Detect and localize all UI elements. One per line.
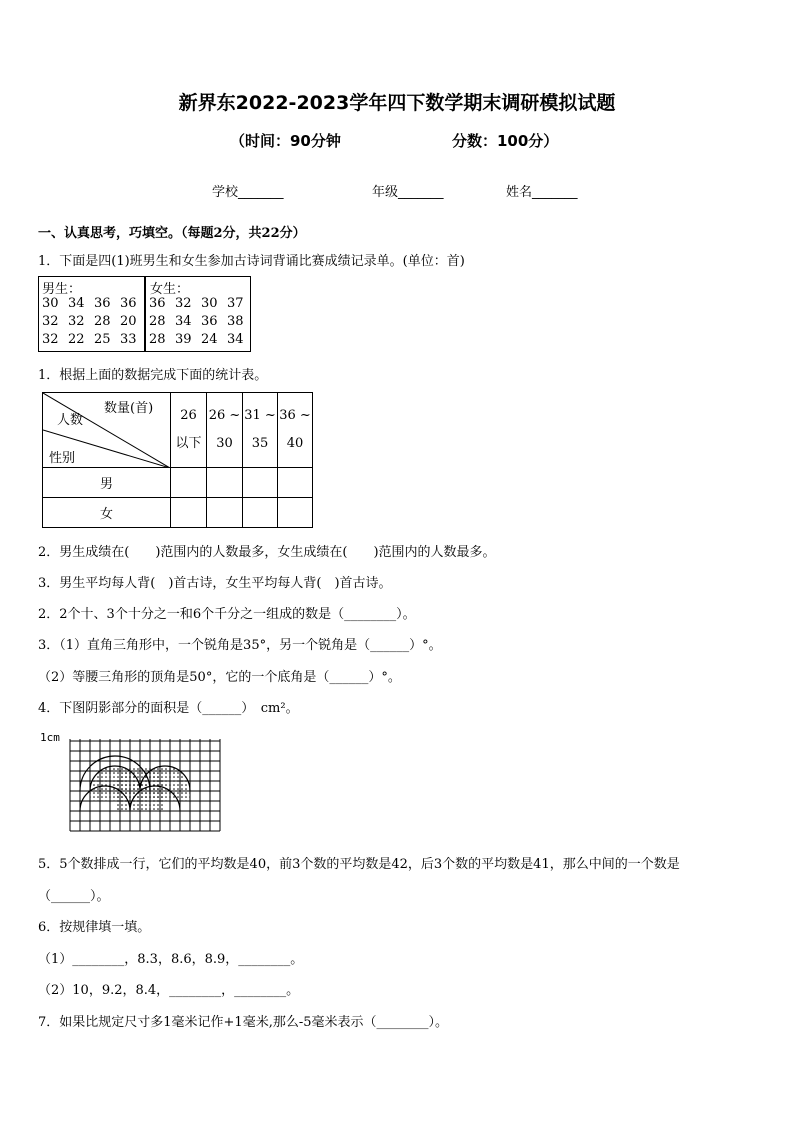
statistics-table xyxy=(42,392,313,528)
column-header-line2: 30 xyxy=(216,436,233,451)
question-text: 3．男生平均每人背( )首古诗，女生平均每人背( )首古诗。 xyxy=(38,576,392,591)
blank-cell[interactable] xyxy=(207,468,243,498)
blank-cell[interactable] xyxy=(171,498,207,528)
question-text: 5．5个数排成一行，它们的平均数是40，前3个数的平均数是42，后3个数的平均数是41，那么中间的一个数是 xyxy=(38,857,680,872)
question-1-intro: 1．下面是四(1)班男生和女生参加古诗词背诵比赛成绩记录单。(单位：首) xyxy=(38,254,465,269)
boys-score: 32 xyxy=(42,332,59,347)
page-title: 新界东2022-2023学年四下数学期末调研模拟试题 xyxy=(178,92,616,114)
girls-score: 34 xyxy=(227,332,244,347)
column-header-line2: 40 xyxy=(286,436,304,451)
girls-score: 30 xyxy=(201,296,218,311)
girls-scores-box xyxy=(145,276,251,352)
question-1-sub1: 1．根据上面的数据完成下面的统计表。 xyxy=(38,368,268,383)
diagonal-header-cell xyxy=(43,393,171,468)
girls-score: 34 xyxy=(175,314,192,329)
question-text: （2）等腰三角形的顶角是50°，它的一个底角是（______）°。 xyxy=(38,670,401,685)
diagonal-label-people: 人数 xyxy=(57,413,84,428)
boys-score: 25 xyxy=(94,332,111,347)
question-text: （______）。 xyxy=(38,889,110,904)
blank-cell[interactable] xyxy=(278,468,313,498)
girls-score: 32 xyxy=(175,296,192,311)
question-text: 4．下图阴影部分的面积是（______） cm²。 xyxy=(38,701,299,716)
scale-label: 1cm xyxy=(40,731,60,744)
section-heading: 一、认真思考，巧填空。（每题2分，共22分） xyxy=(38,226,306,241)
girls-score: 36 xyxy=(149,296,166,311)
column-header-line1: 36 ~ xyxy=(279,408,311,423)
exam-time: （时间：90分钟 xyxy=(230,132,341,150)
diagonal-label-quantity: 数量(首) xyxy=(104,401,154,416)
girls-score: 39 xyxy=(175,332,192,347)
blank-cell[interactable] xyxy=(243,498,278,528)
question-text: 2．2个十、3个十分之一和6个千分之一组成的数是（________）。 xyxy=(38,607,416,622)
boys-score: 33 xyxy=(120,332,137,347)
boys-score: 28 xyxy=(94,314,111,329)
column-header xyxy=(243,393,278,468)
boys-scores-box xyxy=(38,276,145,352)
column-header-line2: 35 xyxy=(251,436,269,451)
question-text: 3．（1）直角三角形中，一个锐角是35°，另一个锐角是（______）°。 xyxy=(38,638,442,653)
boys-score: 20 xyxy=(120,314,137,329)
blank-cell[interactable] xyxy=(278,498,313,528)
row-label-male: 男 xyxy=(43,468,171,498)
school-field: 学校_______ xyxy=(212,185,284,200)
girls-score: 28 xyxy=(149,332,166,347)
grid-diagram xyxy=(40,731,225,836)
grade-field: 年级_______ xyxy=(372,185,444,200)
question-text: （1）________，8.3，8.6，8.9，________。 xyxy=(38,952,304,967)
boys-score: 22 xyxy=(68,332,85,347)
blank-cell[interactable] xyxy=(171,468,207,498)
girls-label: 女生： xyxy=(150,282,190,297)
girls-score: 28 xyxy=(149,314,166,329)
boys-score: 32 xyxy=(42,314,59,329)
girls-score: 36 xyxy=(201,314,218,329)
blank-cell[interactable] xyxy=(243,468,278,498)
question-text: 7．如果比规定尺寸多1毫米记作+1毫米,那么-5毫米表示（________）。 xyxy=(38,1015,449,1030)
boys-score: 34 xyxy=(68,296,85,311)
exam-score: 分数：100分） xyxy=(452,132,559,150)
column-header-line1: 26 ~ xyxy=(208,408,241,423)
girls-score: 37 xyxy=(227,296,244,311)
question-text: 2．男生成绩在( )范围内的人数最多，女生成绩在( )范围内的人数最多。 xyxy=(38,545,496,560)
boys-score: 32 xyxy=(68,314,85,329)
diagonal-label-gender: 性别 xyxy=(49,451,76,466)
blank-cell[interactable] xyxy=(207,498,243,528)
boys-label: 男生： xyxy=(42,282,82,297)
column-header-line2: 以下 xyxy=(175,436,202,451)
boys-score: 36 xyxy=(94,296,111,311)
column-header-line1: 26 xyxy=(180,408,197,423)
question-text: 6．按规律填一填。 xyxy=(38,920,151,935)
boys-score: 36 xyxy=(120,296,137,311)
column-header xyxy=(171,393,207,468)
boys-score: 30 xyxy=(42,296,59,311)
girls-score: 38 xyxy=(227,314,244,329)
question-text: （2）10，9.2，8.4，________，________。 xyxy=(38,983,300,998)
column-header-line1: 31 ~ xyxy=(244,408,276,423)
girls-score: 24 xyxy=(201,332,218,347)
column-header xyxy=(207,393,243,468)
column-header xyxy=(278,393,313,468)
name-field: 姓名_______ xyxy=(506,185,578,200)
row-label-female: 女 xyxy=(43,498,171,528)
